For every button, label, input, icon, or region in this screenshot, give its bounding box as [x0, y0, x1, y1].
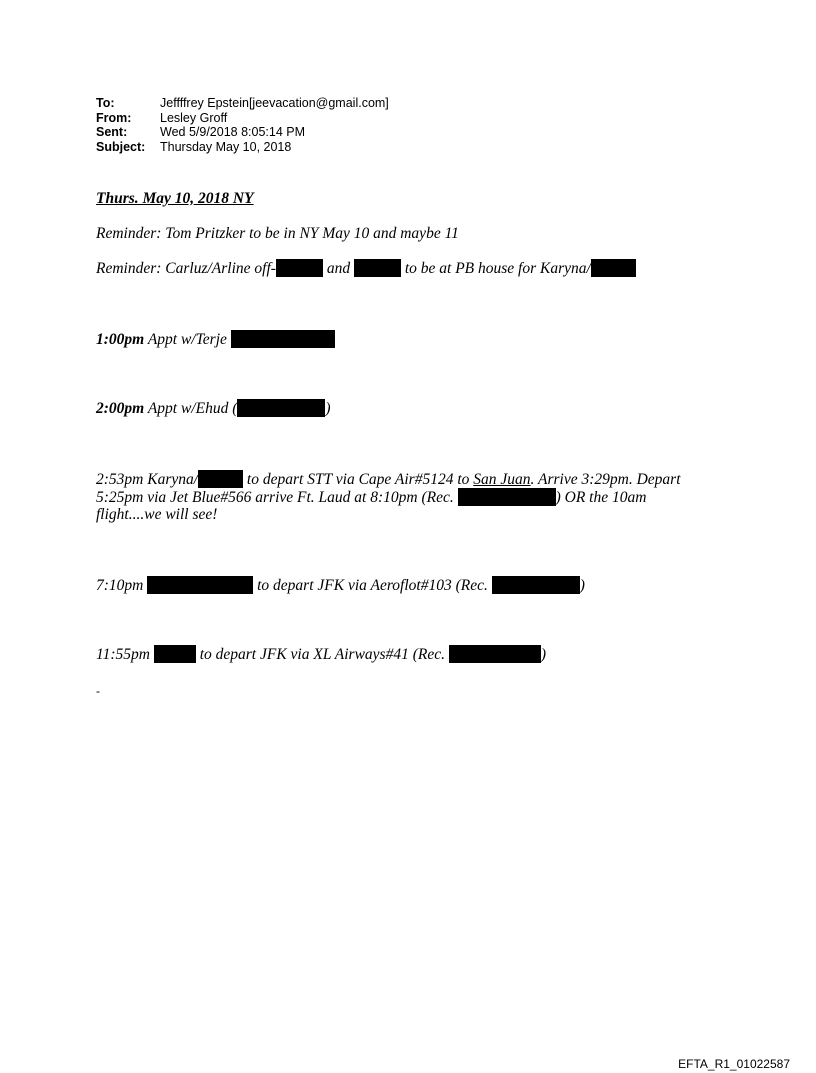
appointment-2-close: ): [325, 400, 331, 417]
from-value: Lesley Groff: [160, 110, 228, 125]
appointment-2-time: 2:00pm: [96, 400, 145, 417]
redaction-block: [591, 259, 636, 277]
flight-3: [96, 645, 546, 663]
appointment-1: [96, 330, 335, 348]
document-id: EFTA_R1_01022587: [678, 1057, 790, 1071]
appointment-1-text: Appt w/Terje: [144, 331, 231, 348]
schedule-title: Thurs. May 10, 2018 NY: [96, 190, 254, 207]
from-label: From:: [96, 110, 132, 125]
flight-2-text-b: to depart JFK via Aeroflot#103 (Rec.: [253, 577, 492, 594]
reminder-2-text-c: to be at PB house for Karyna/: [400, 260, 591, 277]
trailing-dash: -: [96, 684, 100, 698]
redaction-block: [449, 645, 541, 663]
redaction-block: [198, 470, 243, 488]
flight-2-text-c: ): [579, 577, 585, 594]
from-row: [96, 111, 389, 126]
appointment-2-text: Appt w/Ehud (: [144, 400, 238, 417]
redaction-block: [458, 488, 556, 506]
email-header: [96, 96, 389, 154]
flight-2-text-a: 7:10pm: [96, 577, 148, 594]
appointment-2: [96, 399, 331, 417]
flight-1-text-d: . Arrive 3:29pm. Depart: [530, 471, 681, 488]
redaction-block: [276, 259, 323, 277]
flight-3-text-b: to depart JFK via XL Airways#41 (Rec.: [195, 646, 449, 663]
redaction-block: [237, 399, 325, 417]
subject-label: Subject:: [96, 139, 146, 154]
appointment-1-time: 1:00pm: [96, 331, 145, 348]
flight-1-line-2-text-a: 5:25pm via Jet Blue#566 arrive Ft. Laud at 8:10pm (Rec.: [96, 489, 458, 506]
flight-1-line-2: [96, 488, 646, 506]
subject-value: Thursday May 10, 2018: [160, 139, 292, 154]
flight-3-text-c: ): [540, 646, 547, 663]
redaction-block: [147, 576, 253, 594]
reminder-2: [96, 259, 636, 277]
sent-row: [96, 125, 389, 140]
sent-label: Sent:: [96, 125, 128, 139]
flight-3-text-a: 11:55pm: [96, 646, 154, 663]
redaction-block: [154, 645, 196, 663]
subject-row: [96, 140, 389, 155]
to-row: [96, 96, 389, 111]
to-label: To:: [96, 96, 115, 110]
reminder-2-text-b: and: [322, 260, 354, 277]
redaction-block: [231, 330, 335, 348]
reminder-1: Reminder: Tom Pritzker to be in NY May 10 and maybe 11: [96, 225, 459, 242]
flight-1-line-2-text-b: ) OR the 10am: [555, 489, 647, 506]
redaction-block: [354, 259, 401, 277]
flight-1-text-a: 2:53pm Karyna/: [96, 471, 199, 488]
flight-1-line-3: flight....we will see!: [96, 506, 218, 523]
redaction-block: [492, 576, 580, 594]
flight-1-line-1: [96, 470, 681, 488]
to-value: Jeffffrey Epstein[jeevacation@gmail.com]: [160, 96, 389, 110]
flight-2: [96, 576, 585, 594]
flight-1-text-b: to depart STT via Cape Air#5124 to: [243, 471, 474, 488]
flight-1-link-text: San Juan: [473, 471, 531, 488]
reminder-2-text-a: Reminder: Carluz/Arline off-: [96, 260, 276, 277]
sent-value: Wed 5/9/2018 8:05:14 PM: [160, 125, 306, 139]
